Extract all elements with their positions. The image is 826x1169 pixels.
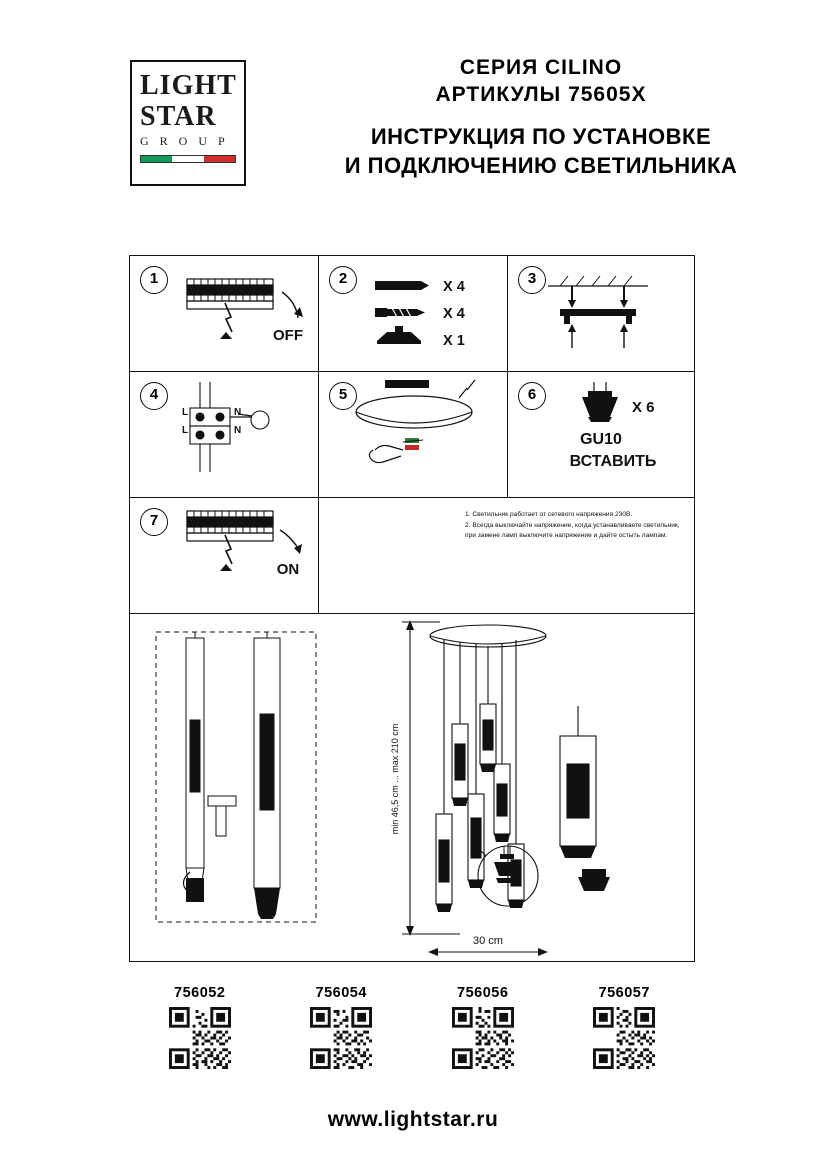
product-drawing <box>130 614 694 961</box>
code-item <box>281 985 401 1095</box>
code-number: 756057 <box>598 985 650 1001</box>
notes-panel <box>319 498 694 614</box>
logo-line-2: STAR <box>140 101 217 132</box>
instruction-grid <box>129 255 695 962</box>
step-7-panel <box>130 498 319 614</box>
step-3-number: 3 <box>518 266 546 294</box>
page-header <box>0 46 826 196</box>
step-6-lamp-type: GU10 <box>580 431 622 448</box>
step-4-terminal-L2: L <box>182 425 189 436</box>
instruction-title-line1: ИНСТРУКЦИЯ ПО УСТАНОВКЕ <box>370 124 712 149</box>
step-2-qty-3: X 1 <box>443 333 465 349</box>
step-1-panel <box>130 256 319 372</box>
step-2-number: 2 <box>329 266 357 294</box>
code-number: 756052 <box>174 985 226 1001</box>
step-6-action: ВСТАВИТЬ <box>569 453 657 470</box>
italy-flag-icon <box>140 155 236 163</box>
code-item <box>140 985 260 1095</box>
step-7-on-label: ON <box>276 561 300 578</box>
note-line-1: 1. Светильник работает от сетевого напряжения 230В. <box>465 511 633 518</box>
step-4-panel <box>130 372 319 498</box>
step-2-qty-2: X 4 <box>443 306 465 322</box>
step-6-panel <box>508 372 694 498</box>
code-number: 756056 <box>457 985 509 1001</box>
instruction-title-line2: И ПОДКЛЮЧЕНИЮ СВЕТИЛЬНИКА <box>344 153 738 178</box>
code-number: 756054 <box>315 985 367 1001</box>
website-url[interactable]: www.lightstar.ru <box>327 1108 499 1131</box>
logo-line-1: LIGHT <box>140 70 237 101</box>
notes-block <box>465 510 805 542</box>
step-1-number: 1 <box>140 266 168 294</box>
step-4-terminal-N2: N <box>234 425 242 436</box>
step-6-qty: X 6 <box>632 399 655 416</box>
step-1-off-label: OFF <box>273 327 303 344</box>
note-line-2: 2. Всегда выключайте напряжение, когда устанавливаете светильник, <box>465 521 680 529</box>
step-4-terminal-L1: L <box>182 407 189 418</box>
product-codes <box>129 985 695 1095</box>
header-titles <box>256 54 826 180</box>
articles-label: АРТИКУЛЫ 75605X <box>435 83 647 106</box>
qr-code-icon <box>452 1007 514 1069</box>
height-dimension-label: min 46,5 cm ... max 210 cm <box>390 723 400 835</box>
width-dimension-label: 30 cm <box>473 935 503 947</box>
product-drawing-panel <box>130 614 694 961</box>
step-2-qty-1: X 4 <box>443 279 465 295</box>
series-label: СЕРИЯ CILINO <box>459 56 623 79</box>
step-2-panel <box>319 256 508 372</box>
step-5-number: 5 <box>329 382 357 410</box>
step-3-panel <box>508 256 694 372</box>
step-4-terminal-N1: N <box>234 407 242 418</box>
step-4-number: 4 <box>140 382 168 410</box>
code-item <box>423 985 543 1095</box>
qr-code-icon <box>169 1007 231 1069</box>
step-6-number: 6 <box>518 382 546 410</box>
qr-code-icon <box>310 1007 372 1069</box>
code-item <box>564 985 684 1095</box>
step-7-number: 7 <box>140 508 168 536</box>
logo-group-text: G R O U P <box>140 134 229 148</box>
brand-logo <box>130 60 246 186</box>
note-line-3: при замене ламп выключите напряжение и дайте остыть лампам. <box>465 532 668 539</box>
qr-code-icon <box>593 1007 655 1069</box>
step-5-panel <box>319 372 508 498</box>
